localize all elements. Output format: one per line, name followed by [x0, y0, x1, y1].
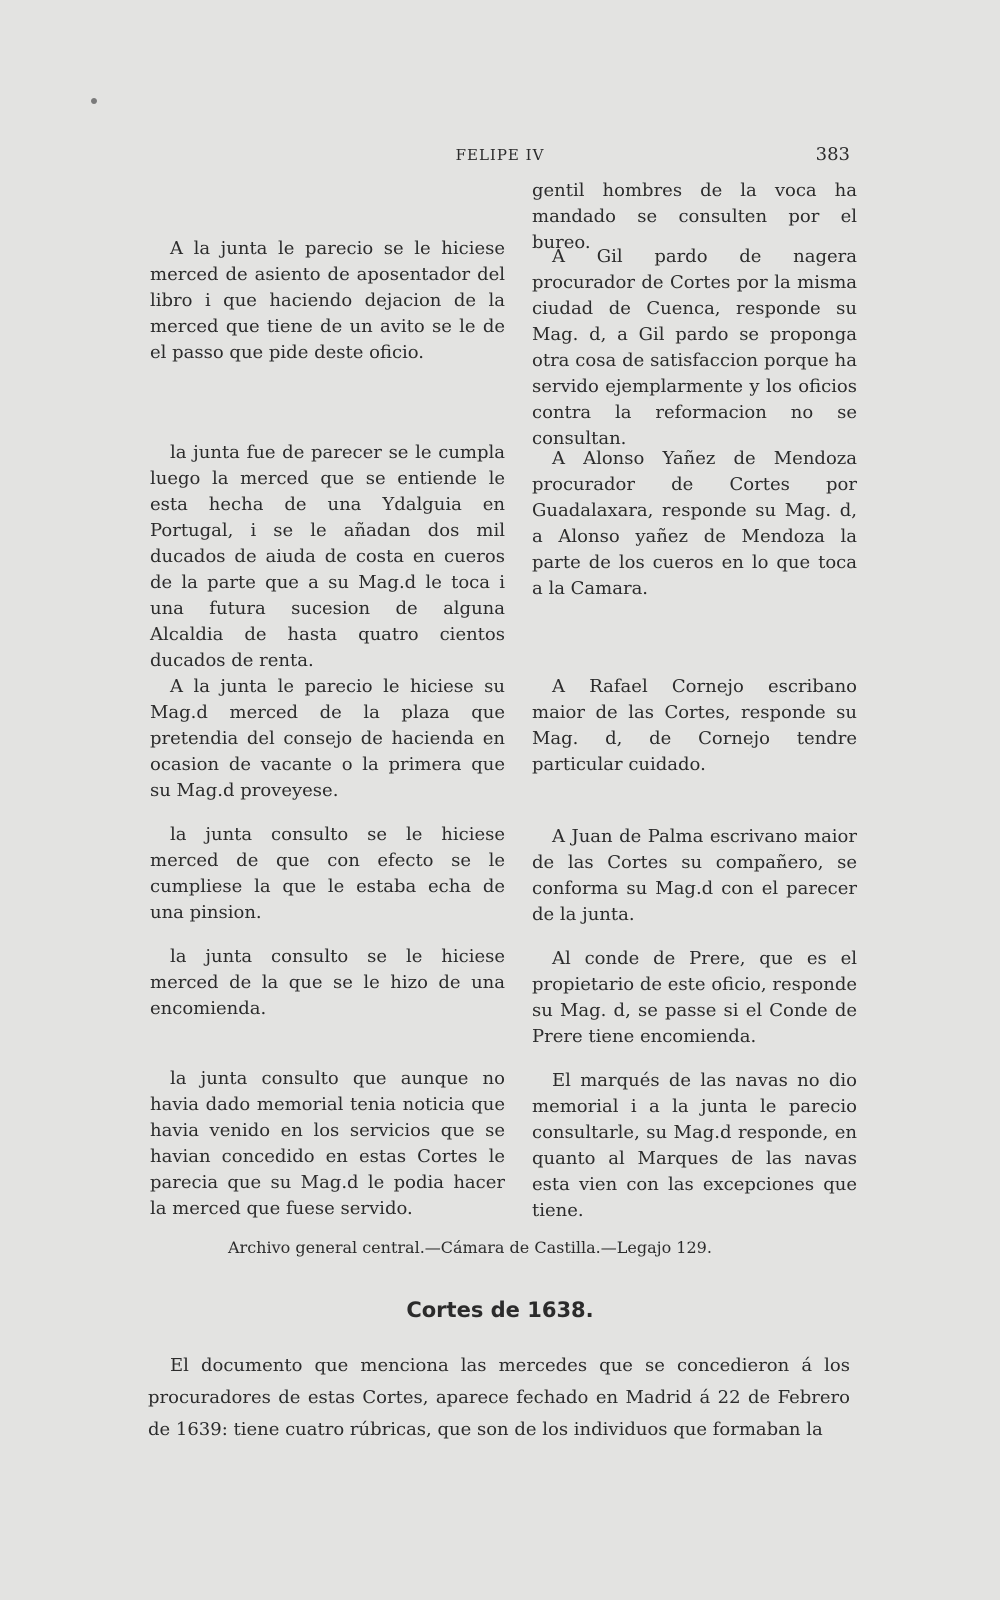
left-paragraph-2: la junta fue de parecer se le cumpla luego la merced que se entiende le esta hecha de una Ydalguia en Portugal, i se le añadan dos mil ducados de aiuda de costa en cueros de la parte que a su Mag.d le toca i una futura sucesion de alguna Alcaldia de hasta quatro cientos ducados de renta. — [150, 442, 505, 671]
section-intro: El documento que menciona las mercedes que se concedieron á los procuradores de estas Cortes, aparece fechado en Madrid á 22 de Febrero de 1639: tiene cuatro rúbricas, que son de los individuos que formaban la — [148, 1355, 850, 1440]
left-paragraph-5: la junta consulto se le hiciese merced de la que se le hizo de una encomienda. — [150, 946, 505, 1019]
right-paragraph-2: A Gil pardo de nagera procurador de Cortes por la misma ciudad de Cuenca, responde su Mag. d, a Gil pardo se proponga otra cosa de satisfaccion porque ha servido ejemplarmente y los oficios contra la reformacion no se consultan. — [532, 246, 857, 449]
left-paragraph-4: la junta consulto se le hiciese merced de que con efecto se le cumpliese la que le estaba echa de una pinsion. — [150, 824, 505, 923]
running-title: FELIPE IV — [455, 146, 545, 164]
right-paragraph-1: gentil hombres de la voca ha mandado se consulten por el bureo. — [532, 180, 857, 253]
page-number: 383 — [815, 144, 850, 165]
left-paragraph-1: A la junta le parecio se le hiciese merced de asiento de aposentador del libro i que haciendo dejacion de la merced que tiene de un avito se le de el passo que pide deste oficio. — [150, 238, 505, 363]
right-paragraph-5: A Juan de Palma escrivano maior de las Cortes su compañero, se conforma su Mag.d con el parecer de la junta. — [532, 826, 857, 925]
left-paragraph-6: la junta consulto que aunque no havia dado memorial tenia noticia que havia venido en los servicios que se havian concedido en estas Cortes le parecia que su Mag.d le podia hacer la merced que fuese servido. — [150, 1068, 505, 1219]
right-paragraph-6: Al conde de Prere, que es el propietario de este oficio, responde su Mag. d, se passe si el Conde de Prere tiene encomienda. — [532, 948, 857, 1047]
ink-speck — [91, 98, 97, 104]
section-title: Cortes de 1638. — [406, 1298, 594, 1322]
right-paragraph-3: A Alonso Yañez de Mendoza procurador de Cortes por Guadalaxara, responde su Mag. d, a Alonso yañez de Mendoza la parte de los cueros en lo que toca a la Camara. — [532, 448, 857, 599]
left-paragraph-3: A la junta le parecio le hiciese su Mag.d merced de la plaza que pretendia del consejo de hacienda en ocasion de vacante o la primera que su Mag.d proveyese. — [150, 676, 505, 801]
right-paragraph-7: El marqués de las navas no dio memorial i a la junta le parecio consultarle, su Mag.d responde, en quanto al Marques de las navas esta vien con las excepciones que tiene. — [532, 1070, 857, 1221]
right-paragraph-4: A Rafael Cornejo escribano maior de las Cortes, responde su Mag. d, de Cornejo tendre particular cuidado. — [532, 676, 857, 775]
archive-note: Archivo general central.—Cámara de Castilla.—Legajo 129. — [228, 1238, 712, 1257]
